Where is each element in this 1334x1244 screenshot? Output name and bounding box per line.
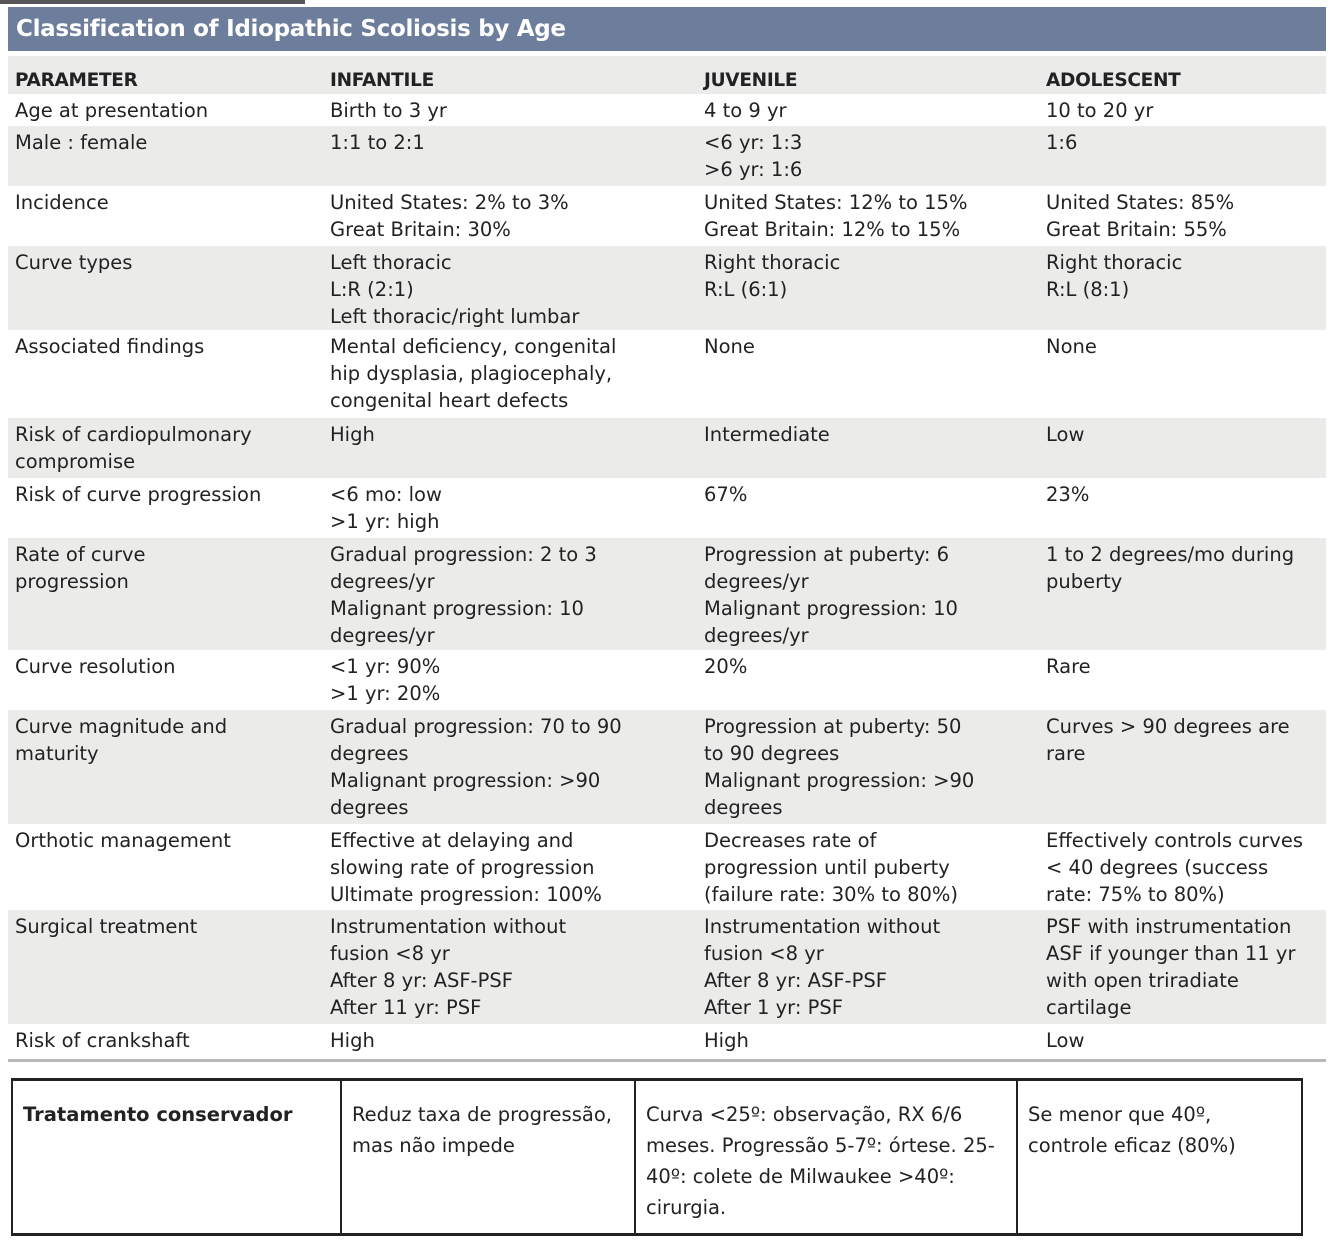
cell-infantile: High — [323, 1024, 697, 1060]
cell-juvenile: Instrumentation without fusion <8 yr After 8 yr: ASF-PSF After 1 yr: PSF — [697, 910, 1039, 1024]
table-row — [8, 824, 1326, 910]
header-parameter: PARAMETER — [8, 56, 323, 94]
cell-adolescent: 1:6 — [1039, 126, 1326, 186]
cell-infantile: Gradual progression: 70 to 90 degrees Malignant progression: >90 degrees — [323, 710, 697, 824]
conservative-label: Tratamento conservador — [12, 1080, 341, 1235]
cell-parameter: Incidence — [15, 191, 109, 214]
cell-infantile: Birth to 3 yr — [330, 99, 447, 122]
table-row — [8, 1024, 1326, 1060]
cell-parameter: Associated findings — [15, 335, 205, 358]
header-infantile: INFANTILE — [323, 56, 697, 94]
cell-infantile: <1 yr: 90% >1 yr: 20% — [330, 655, 441, 705]
cell-infantile: High — [323, 418, 697, 478]
cell-juvenile: Right thoracic R:L (6:1) — [697, 246, 1039, 330]
cell-adolescent: 1 to 2 degrees/mo during puberty — [1039, 538, 1326, 650]
cell-adolescent: Right thoracic R:L (8:1) — [1039, 246, 1326, 330]
classification-table — [8, 56, 1326, 1062]
table-row — [8, 330, 1326, 418]
cell-adolescent: 10 to 20 yr — [1046, 99, 1154, 122]
cell-juvenile: 20% — [704, 655, 748, 678]
table-row — [8, 910, 1326, 1024]
cell-juvenile: 4 to 9 yr — [704, 99, 787, 122]
cell-infantile: Effective at delaying and slowing rate of progression Ultimate progression: 100% — [330, 829, 602, 906]
table-row — [8, 126, 1326, 186]
cell-infantile: 1:1 to 2:1 — [323, 126, 697, 186]
header-juvenile: JUVENILE — [697, 56, 1039, 94]
table-row — [8, 94, 1326, 126]
table-row — [8, 246, 1326, 330]
cell-adolescent: Effectively controls curves < 40 degrees (success rate: 75% to 80%) — [1046, 829, 1303, 906]
cell-juvenile: None — [704, 335, 755, 358]
cell-parameter: Orthotic management — [15, 829, 231, 852]
conservative-row — [12, 1080, 1302, 1235]
cell-parameter: Risk of curve progression — [15, 483, 262, 506]
table-row — [8, 478, 1326, 538]
cell-adolescent: PSF with instrumentation ASF if younger than 11 yr with open triradiate cartilage — [1039, 910, 1326, 1024]
cell-adolescent: None — [1046, 335, 1097, 358]
conservative-adolescent: Se menor que 40º, controle eficaz (80%) — [1017, 1080, 1302, 1235]
table-row — [8, 710, 1326, 824]
cell-infantile: <6 mo: low >1 yr: high — [330, 483, 442, 533]
cell-juvenile: Intermediate — [697, 418, 1039, 478]
table-title: Classification of Idiopathic Scoliosis by Age — [8, 7, 1326, 51]
cell-infantile: Left thoracic L:R (2:1) Left thoracic/right lumbar — [323, 246, 697, 330]
cell-infantile: Instrumentation without fusion <8 yr After 8 yr: ASF-PSF After 11 yr: PSF — [323, 910, 697, 1024]
cell-adolescent: Low — [1039, 1024, 1326, 1060]
cell-parameter: Risk of cardiopulmonary compromise — [8, 418, 323, 478]
cell-juvenile: High — [697, 1024, 1039, 1060]
cell-juvenile: Decreases rate of progression until puberty (failure rate: 30% to 80%) — [704, 829, 959, 906]
conservative-juvenile: Curva <25º: observação, RX 6/6 meses. Progressão 5-7º: órtese. 25-40º: colete de Milwaukee >40º: cirurgia. — [635, 1080, 1017, 1235]
cell-infantile: Gradual progression: 2 to 3 degrees/yr Malignant progression: 10 degrees/yr — [323, 538, 697, 650]
cell-infantile: Mental deficiency, congenital hip dysplasia, plagiocephaly, congenital heart defects — [330, 335, 617, 412]
top-border-bar — [0, 0, 305, 4]
conservative-treatment-table — [11, 1078, 1303, 1236]
cell-juvenile: 67% — [704, 483, 748, 506]
cell-adolescent: 23% — [1046, 483, 1090, 506]
cell-infantile: United States: 2% to 3% Great Britain: 30% — [330, 191, 569, 241]
conservative-infantile: Reduz taxa de progressão, mas não impede — [341, 1080, 635, 1235]
table-row — [8, 650, 1326, 710]
cell-juvenile: Progression at puberty: 6 degrees/yr Malignant progression: 10 degrees/yr — [697, 538, 1039, 650]
cell-adolescent: Low — [1039, 418, 1326, 478]
cell-parameter: Age at presentation — [15, 99, 209, 122]
header-adolescent: ADOLESCENT — [1039, 56, 1326, 94]
cell-adolescent: United States: 85% Great Britain: 55% — [1046, 191, 1235, 241]
table-row — [8, 538, 1326, 650]
cell-juvenile: Progression at puberty: 50 to 90 degrees Malignant progression: >90 degrees — [697, 710, 1039, 824]
cell-parameter: Curve magnitude and maturity — [8, 710, 323, 824]
table-row — [8, 418, 1326, 478]
cell-parameter: Risk of crankshaft — [8, 1024, 323, 1060]
cell-parameter: Rate of curve progression — [8, 538, 323, 650]
cell-adolescent: Curves > 90 degrees are rare — [1039, 710, 1326, 824]
cell-adolescent: Rare — [1046, 655, 1091, 678]
cell-juvenile: <6 yr: 1:3 >6 yr: 1:6 — [697, 126, 1039, 186]
cell-parameter: Male : female — [8, 126, 323, 186]
cell-juvenile: United States: 12% to 15% Great Britain: 12% to 15% — [704, 191, 968, 241]
cell-parameter: Curve resolution — [15, 655, 176, 678]
table-row — [8, 186, 1326, 246]
cell-parameter: Surgical treatment — [8, 910, 323, 1024]
cell-parameter: Curve types — [8, 246, 323, 330]
header-row — [8, 56, 1326, 94]
